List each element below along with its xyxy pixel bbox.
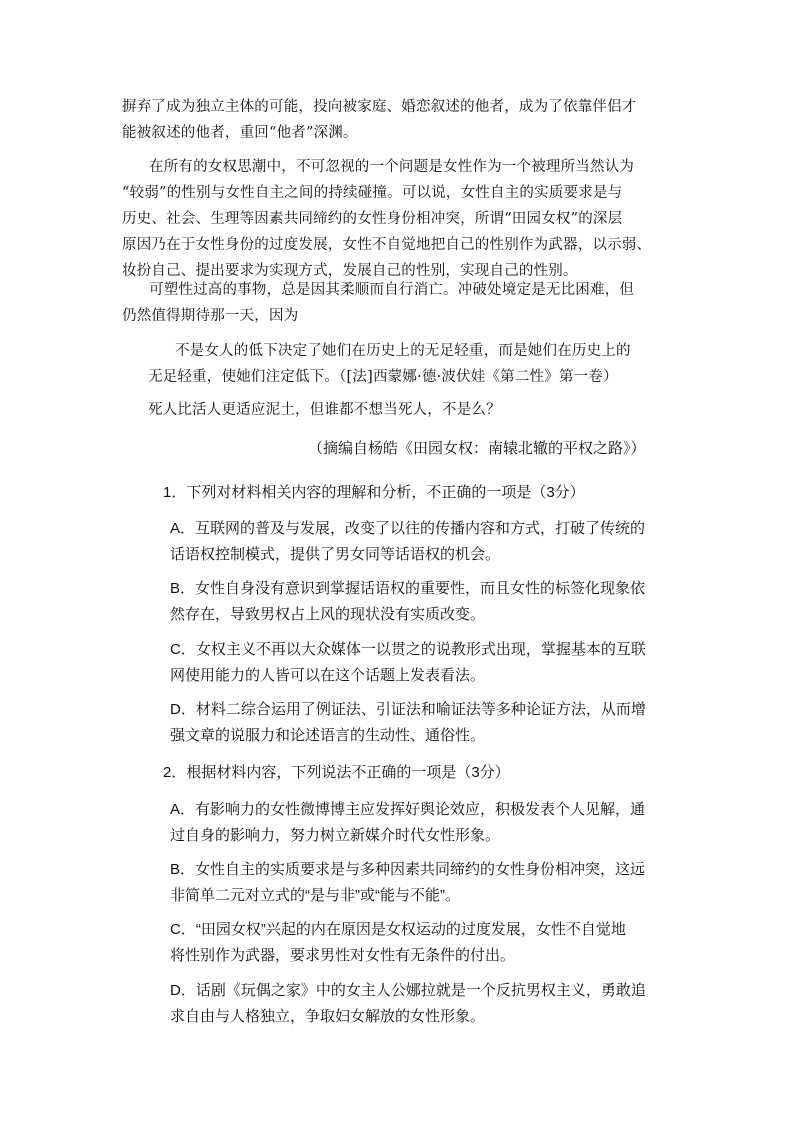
passage-paragraph-2 (122, 154, 651, 284)
passage-paragraph-4 (148, 397, 501, 423)
quote-line: 不是女人的低下决定了她们在历史上的无足轻重，而是她们在历史上的 (175, 343, 631, 359)
option-line: 求自由与人格独立，争取妇女解放的女性形象。 (170, 1008, 486, 1025)
question-1-option-b (170, 576, 645, 628)
option-line: 强文章的说服力和论述语言的生动性、通俗性。 (170, 727, 486, 744)
option-line: 非简单二元对立式的“是与非”或“能与不能”。 (170, 887, 460, 904)
option-line: 然存在，导致男权占上风的现状没有实质改变。 (170, 606, 486, 623)
option-line: D．话剧《玩偶之家》中的女主人公娜拉就是一个反抗男权主义，勇敢追 (170, 982, 646, 999)
passage-line: 原因乃在于女性身份的过度发展，女性不自觉地把自己的性别作为武器，以示弱、 (122, 237, 652, 253)
option-line: C．“田园女权”兴起的内在原因是女权运动的过度发展，女性不自觉地 (170, 921, 626, 938)
option-line: B．女性自主的实质要求是与多种因素共同缔约的女性身份相冲突，这远 (170, 861, 646, 878)
option-line: 网使用能力的人皆可以在这个话题上发表看法。 (170, 667, 486, 684)
option-line: A．有影响力的女性微博博主应发挥好舆论效应，积极发表个人见解，通 (170, 801, 646, 818)
passage-line: “较弱”的性别与女性自主之间的持续碰撞。可以说，女性自主的实质要求是与 (122, 185, 623, 201)
option-line: B．女性自身没有意识到掌握话语权的重要性，而且女性的标签化现象依 (170, 580, 646, 597)
passage-line: 在所有的女权思潮中，不可忽视的一个问题是女性作为一个被理所当然认为 (149, 159, 635, 175)
question-2-option-a (170, 797, 645, 849)
question-2-option-c (170, 917, 626, 969)
question-2-option-d (170, 978, 646, 1030)
option-line: 话语权控制模式，提供了男女同等话语权的机会。 (170, 546, 501, 563)
passage-line: 历史、社会、生理等因素共同缔约的女性身份相冲突，所谓“田园女权”的深层 (122, 211, 623, 227)
passage-line: 仍然值得期待那一天，因为 (122, 308, 299, 324)
passage-line: 能被叙述的他者，重回“他者”深渊。 (122, 125, 358, 141)
question-1-option-a (170, 516, 645, 568)
option-line: 将性别作为武器，要求男性对女性有无条件的付出。 (170, 947, 516, 964)
question-2-stem: 2．根据材料内容，下列说法不正确的一项是（3分） (163, 764, 510, 781)
option-line: C．女权主义不再以大众媒体一以贯之的说教形式出现，掌握基本的互联 (170, 641, 646, 658)
passage-line: 可塑性过高的事物，总是因其柔顺而自行消亡。冲破处境定是无比困难，但 (149, 282, 635, 298)
option-line: 过自身的影响力，努力树立新媒介时代女性形象。 (170, 827, 501, 844)
passage-paragraph-3 (122, 277, 634, 329)
question-1-stem: 1．下列对材料相关内容的理解和分析，不正确的一项是（3分） (163, 484, 585, 501)
question-1-option-d (170, 697, 646, 749)
option-line: D．材料二综合运用了例证法、引证法和喻证法等多种论证方法，从而增 (170, 701, 646, 718)
question-2-option-b (170, 857, 645, 909)
passage-line: 妆扮自己、提出要求为实现方式，发展自己的性别，实现自己的性别。 (122, 263, 578, 279)
passage-paragraph-1 (122, 94, 637, 146)
question-1-option-c (170, 637, 646, 689)
block-quote (148, 338, 631, 390)
source-attribution: （摘编自杨皓《田园女权：南辕北辙的平权之路》） (308, 440, 646, 457)
passage-line: 死人比活人更适应泥土，但谁都不想当死人，不是么？ (148, 402, 501, 418)
option-line: A．互联网的普及与发展，改变了以往的传播内容和方式，打破了传统的 (170, 520, 646, 537)
passage-line: 摒弃了成为独立主体的可能，投向被家庭、婚恋叙述的他者，成为了依靠伴侣才 (122, 99, 637, 115)
quote-line: 无足轻重，使她们注定低下。（[法]西蒙娜·德·波伏娃《第二性》第一卷） (148, 369, 618, 385)
